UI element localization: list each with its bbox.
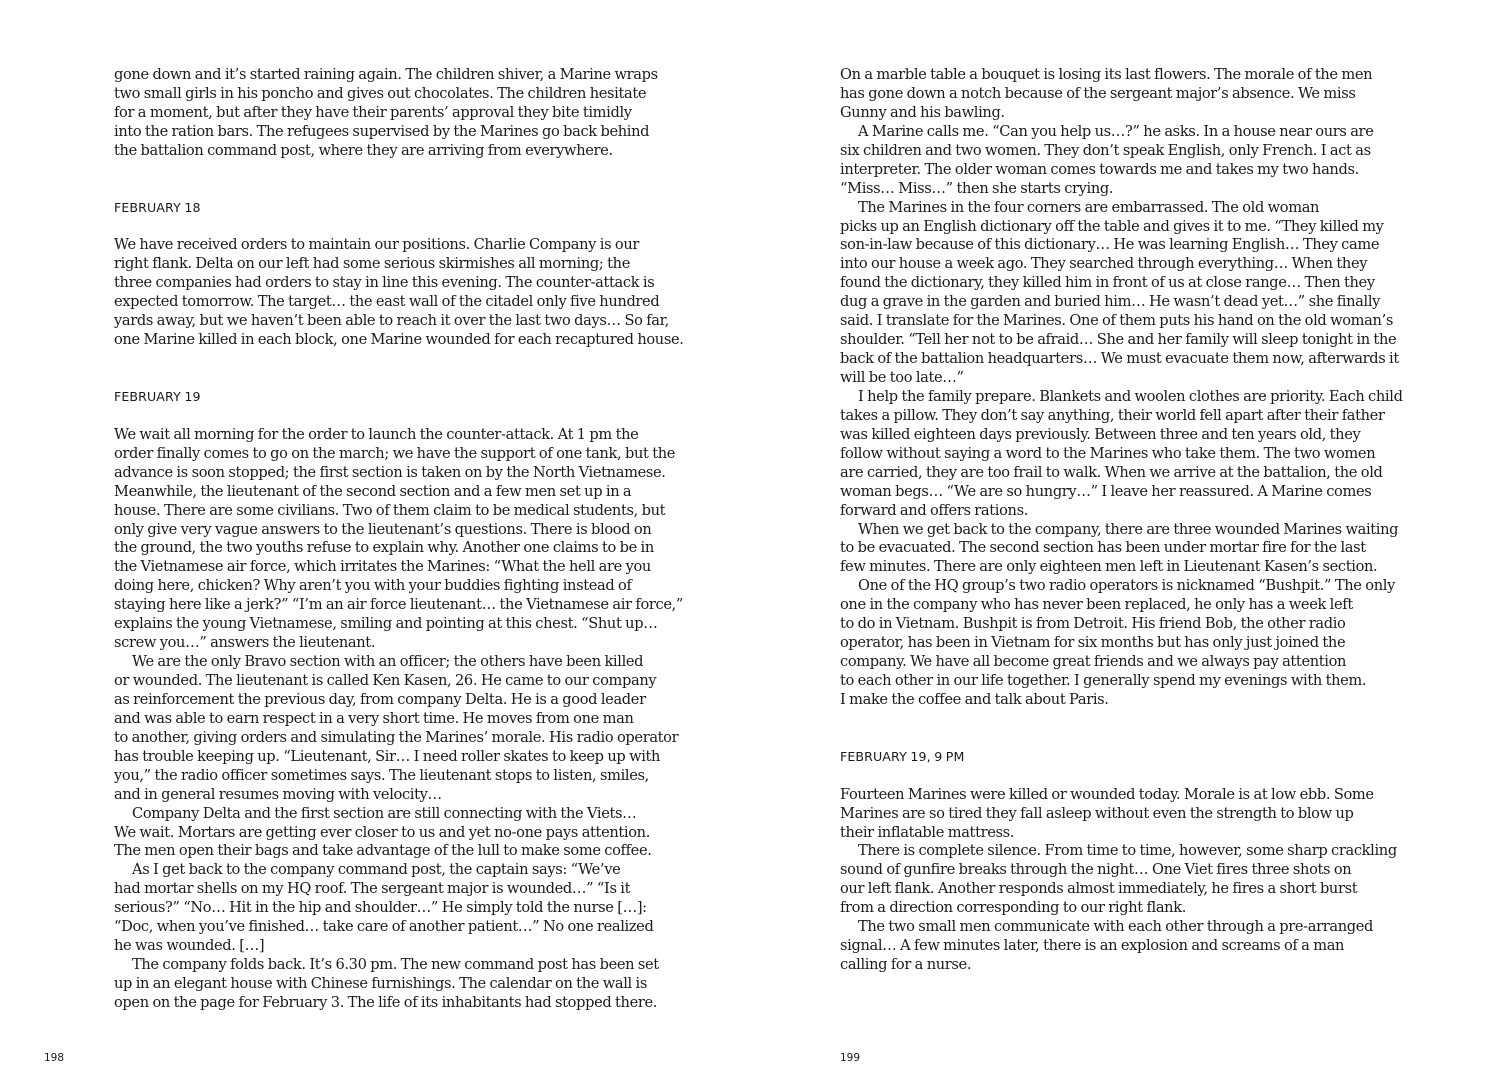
text-line: serious?” “No… Hit in the hip and shoulder…” He simply told the nurse […]:: [114, 899, 647, 917]
text-line: are carried, they are too frail to walk. When we arrive at the battalion, the old: [840, 463, 1383, 481]
text-line: to another, giving orders and simulating the Marines’ morale. His radio operator: [114, 728, 679, 746]
text-line: to do in Vietnam. Bushpit is from Detroit. His friend Bob, the other radio: [840, 615, 1346, 633]
text-line: I help the family prepare. Blankets and woolen clothes are priority. Each child: [858, 387, 1403, 405]
paragraph: [114, 956, 674, 1013]
paragraph: [840, 842, 1400, 918]
text-line: picks up an English dictionary off the table and gives it to me. “They killed my: [840, 217, 1384, 235]
text-line: to each other in our life together. I generally spend my evenings with them.: [840, 672, 1367, 689]
text-line: We wait. Mortars are getting ever closer to us and yet no-one pays attention.: [114, 823, 651, 841]
text-line: signal… A few minutes later, there is an explosion and screams of a man: [840, 937, 1345, 955]
text-line: was killed eighteen days previously. Between three and ten years old, they: [840, 425, 1361, 443]
paragraph: [114, 236, 684, 350]
text-line: Meanwhile, the lieutenant of the second section and a few men set up in a: [114, 482, 632, 500]
text-line: I make the coffee and talk about Paris.: [840, 690, 1109, 708]
page-number-right: 199: [840, 1052, 861, 1064]
text-line: as reinforcement the previous day, from company Delta. He is a good leader: [114, 690, 646, 708]
paragraph: [114, 805, 674, 862]
paragraph: [840, 387, 1403, 521]
text-line: house. There are some civilians. Two of them claim to be medical students, but: [114, 501, 666, 519]
text-line: open on the page for February 3. The life of its inhabitants had stopped there.: [114, 993, 658, 1011]
text-line: back of the battalion headquarters… We must evacuate them now, afterwards it: [840, 350, 1399, 368]
text-line: On a marble table a bouquet is losing its last flowers. The morale of the men: [840, 66, 1373, 83]
text-line: three companies had orders to stay in line this evening. The counter-attack is: [114, 274, 655, 292]
text-line: The two small men communicate with each other through a pre-arranged: [858, 918, 1374, 936]
text-line: advance is soon stopped; the first section is taken on by the North Vietnamese.: [114, 463, 666, 481]
text-line: company. We have all become great friends and we always pay attention: [840, 653, 1347, 671]
paragraph: [840, 199, 1400, 388]
text-line: dug a grave in the garden and buried him… He wasn’t dead yet…” she finally: [840, 293, 1381, 311]
text-line: sound of gunfire breaks through the night… One Viet fires three shots on: [840, 861, 1352, 879]
text-line: shoulder. “Tell her not to be afraid… She and her family will sleep tonight in the: [840, 331, 1397, 349]
text-line: our left flank. Another responds almost immediately, he fires a short burst: [840, 880, 1358, 898]
text-line: staying here like a jerk?” “I’m an air force lieutenant… the Vietnamese air force,”: [114, 596, 684, 614]
text-line: one Marine killed in each block, one Marine wounded for each recaptured house.: [114, 331, 684, 349]
text-line: The company folds back. It’s 6.30 pm. The new command post has been set: [132, 956, 659, 974]
text-line: he was wounded. […]: [114, 937, 265, 955]
page-number-left: 198: [44, 1052, 65, 1064]
text-line: There is complete silence. From time to time, however, some sharp crackling: [858, 842, 1397, 860]
right-page-text: [840, 66, 1403, 975]
text-line: explains the young Vietnamese, smiling and pointing at this chest. “Shut up…: [114, 615, 658, 633]
text-line: the Vietnamese air force, which irritates the Marines: “What the hell are you: [114, 558, 651, 576]
text-line: yards away, but we haven’t been able to reach it over the last two days… So far,: [114, 312, 669, 330]
text-line: interpreter. The older woman comes towards me and takes my two hands.: [840, 160, 1359, 178]
right-page: [750, 0, 1500, 1090]
text-line: One of the HQ group’s two radio operators is nicknamed “Bushpit.” The only: [858, 577, 1395, 595]
text-line: found the dictionary, they killed him in front of us at close range… Then they: [840, 274, 1375, 292]
text-line: The Marines in the four corners are embarrassed. The old woman: [858, 198, 1320, 216]
text-line: had mortar shells on my HQ roof. The sergeant major is wounded…” “Is it: [114, 880, 631, 898]
text-line: one in the company who has never been replaced, he only has a week left: [840, 596, 1353, 614]
paragraph: [114, 653, 679, 805]
text-line: for a moment, but after they have their parents’ approval they bite timidly: [114, 103, 632, 121]
heading-spacer: [114, 218, 674, 237]
text-line: Gunny and his bawling.: [840, 103, 1005, 121]
date-heading: FEBRUARY 18: [114, 199, 201, 215]
text-line: only give very vague answers to the lieutenant’s questions. There is blood on: [114, 520, 652, 538]
text-line: two small girls in his poncho and gives out chocolates. The children hesitate: [114, 84, 647, 102]
date-heading: FEBRUARY 19, 9 PM: [840, 748, 965, 764]
text-line: few minutes. There are only eighteen men left in Lieutenant Kasen’s section.: [840, 558, 1378, 576]
text-line: follow without saying a word to the Marines who take them. The two women: [840, 444, 1376, 462]
text-line: We have received orders to maintain our positions. Charlie Company is our: [114, 236, 640, 254]
left-page-text: [114, 66, 684, 1013]
text-line: We wait all morning for the order to launch the counter-attack. At 1 pm the: [114, 425, 639, 443]
text-line: calling for a nurse.: [840, 956, 972, 974]
text-line: Fourteen Marines were killed or wounded today. Morale is at low ebb. Some: [840, 785, 1374, 803]
text-line: screw you…” answers the lieutenant.: [114, 634, 376, 652]
text-line: the ground, the two youths refuse to explain why. Another one claims to be in: [114, 539, 654, 557]
paragraph: [840, 123, 1400, 199]
paragraph: [840, 66, 1400, 123]
text-line: or wounded. The lieutenant is called Ken Kasen, 26. He came to our company: [114, 672, 657, 690]
text-line: operator, has been in Vietnam for six months but has only just joined the: [840, 634, 1346, 652]
text-line: Marines are so tired they fall asleep without even the strength to blow up: [840, 804, 1354, 822]
text-line: As I get back to the company command post, the captain says: “We’ve: [132, 861, 621, 879]
text-line: gone down and it’s started raining again. The children shiver, a Marine wraps: [114, 66, 658, 83]
text-line: has trouble keeping up. “Lieutenant, Sir… I need roller skates to keep up with: [114, 747, 661, 765]
text-line: doing here, chicken? Why aren’t you with your buddies fighting instead of: [114, 577, 632, 595]
text-line: has gone down a notch because of the sergeant major’s absence. We miss: [840, 84, 1356, 102]
text-line: right flank. Delta on our left had some serious skirmishes all morning; the: [114, 255, 630, 273]
text-line: A Marine calls me. “Can you help us…?” he asks. In a house near ours are: [858, 122, 1374, 140]
text-line: will be too late…”: [840, 369, 964, 386]
text-line: The men open their bags and take advantage of the lull to make some coffee.: [114, 842, 652, 860]
text-line: forward and offers rations.: [840, 501, 1028, 519]
date-heading: FEBRUARY 19: [114, 388, 201, 404]
text-line: order finally comes to go on the march; we have the support of one tank, but the: [114, 444, 676, 462]
section-spacer: [840, 710, 1400, 748]
text-line: and in general resumes moving with velocity…: [114, 785, 442, 803]
paragraph: [840, 521, 1400, 578]
text-line: When we get back to the company, there are three wounded Marines waiting: [858, 520, 1399, 538]
heading-spacer: [114, 407, 674, 426]
text-line: and was able to earn respect in a very short time. He moves from one man: [114, 709, 634, 727]
paragraph: [114, 425, 684, 653]
paragraph: [840, 918, 1400, 975]
text-line: takes a pillow. They don’t say anything, their world fell apart after their father: [840, 406, 1385, 424]
text-line: you,” the radio officer sometimes says. The lieutenant stops to listen, smiles,: [114, 766, 649, 784]
text-line: the battalion command post, where they are arriving from everywhere.: [114, 141, 613, 159]
text-line: into the ration bars. The refugees supervised by the Marines go back behind: [114, 122, 650, 140]
text-line: “Doc, when you’ve finished… take care of another patient…” No one realized: [114, 918, 654, 936]
section-spacer: [114, 350, 674, 388]
text-line: woman begs… “We are so hungry…” I leave her reassured. A Marine comes: [840, 482, 1372, 500]
text-line: Company Delta and the first section are still connecting with the Viets…: [132, 804, 637, 822]
text-line: “Miss… Miss…” then she starts crying.: [840, 179, 1114, 197]
text-line: said. I translate for the Marines. One of them puts his hand on the old woman’s: [840, 312, 1393, 330]
section-spacer: [114, 161, 674, 199]
paragraph: [840, 786, 1400, 843]
text-line: son-in-law because of this dictionary… He was learning English… They came: [840, 236, 1380, 254]
heading-spacer: [840, 767, 1400, 786]
paragraph: [840, 577, 1400, 710]
text-line: into our house a week ago. They searched through everything… When they: [840, 255, 1368, 273]
paragraph: [114, 66, 674, 161]
text-line: their inflatable mattress.: [840, 823, 1015, 841]
text-line: from a direction corresponding to our right flank.: [840, 899, 1187, 917]
text-line: six children and two women. They don’t speak English, only French. I act as: [840, 141, 1371, 159]
text-line: up in an elegant house with Chinese furnishings. The calendar on the wall is: [114, 975, 647, 993]
paragraph: [114, 861, 674, 956]
text-line: to be evacuated. The second section has been under mortar fire for the last: [840, 539, 1366, 557]
text-line: We are the only Bravo section with an officer; the others have been killed: [132, 653, 644, 671]
text-line: expected tomorrow. The target… the east wall of the citadel only five hundred: [114, 293, 660, 311]
